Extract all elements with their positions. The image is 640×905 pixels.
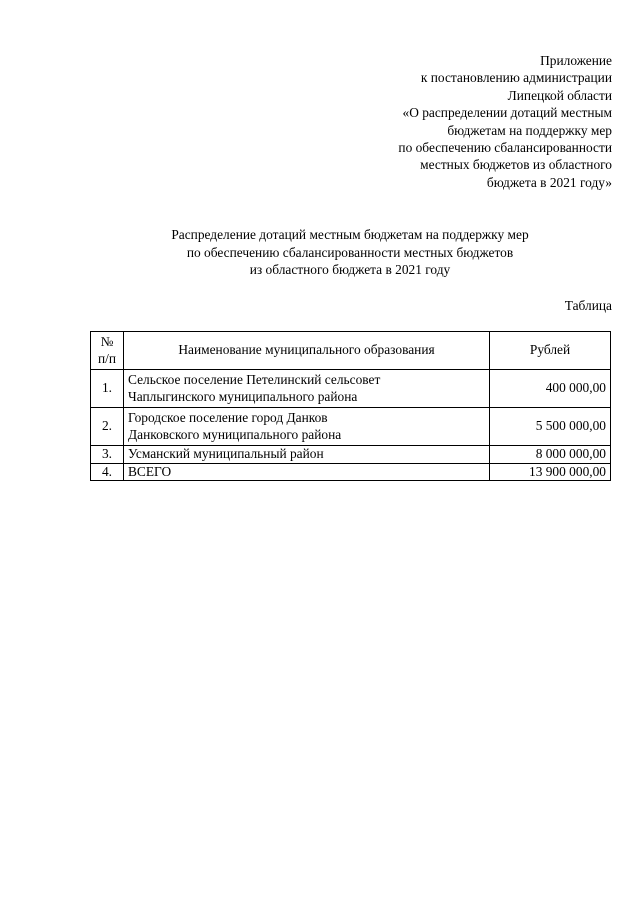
- table-row: [91, 370, 611, 408]
- row-number: 2.: [91, 408, 124, 446]
- row-number: 1.: [91, 370, 124, 408]
- row-name-line: Чаплыгинского муниципального района: [128, 388, 358, 404]
- row-sum: 8 000 000,00: [490, 446, 611, 464]
- header-name: Наименование муниципального образования: [124, 332, 490, 370]
- appendix-line: Липецкой области: [507, 87, 612, 103]
- title-line: из областного бюджета в 2021 году: [249, 262, 451, 277]
- appendix-line: бюджета в 2021 году»: [486, 174, 612, 190]
- document-title: [70, 226, 630, 279]
- header-number-abbrev: п/п: [97, 350, 117, 366]
- appendix-line: местных бюджетов из областного: [420, 157, 612, 173]
- row-name: [124, 370, 490, 408]
- row-sum: 13 900 000,00: [490, 463, 611, 481]
- row-name-line: Данковского муниципального района: [128, 426, 342, 442]
- table-total-row: [91, 463, 611, 481]
- table-row: [91, 408, 611, 446]
- row-name-line: Городское поселение город Данков: [128, 410, 328, 425]
- header-sum: Рублей: [490, 332, 611, 370]
- header-number-symbol: №: [100, 334, 114, 349]
- appendix-line: по обеспечению сбалансированности: [398, 140, 612, 156]
- appendix-line: Приложение: [540, 53, 612, 68]
- distribution-table: [90, 331, 611, 481]
- header-number: [91, 332, 124, 370]
- table-row: [91, 446, 611, 464]
- row-sum: 400 000,00: [490, 370, 611, 408]
- row-sum: 5 500 000,00: [490, 408, 611, 446]
- appendix-line: бюджетам на поддержку мер: [447, 122, 612, 138]
- table-caption: Таблица: [564, 298, 612, 313]
- row-number: 4.: [91, 463, 124, 481]
- row-name: Усманский муниципальный район: [124, 446, 490, 464]
- row-name: [124, 408, 490, 446]
- row-name: ВСЕГО: [124, 463, 490, 481]
- title-line: Распределение дотаций местным бюджетам на поддержку мер: [171, 227, 529, 242]
- appendix-line: к постановлению администрации: [420, 70, 612, 86]
- appendix-line: «О распределении дотаций местным: [402, 105, 612, 121]
- table-header-row: [91, 332, 611, 370]
- row-name-line: Сельское поселение Петелинский сельсовет: [128, 372, 381, 387]
- title-line: по обеспечению сбалансированности местных бюджетов: [186, 244, 514, 260]
- row-number: 3.: [91, 446, 124, 464]
- appendix-header: [352, 52, 612, 191]
